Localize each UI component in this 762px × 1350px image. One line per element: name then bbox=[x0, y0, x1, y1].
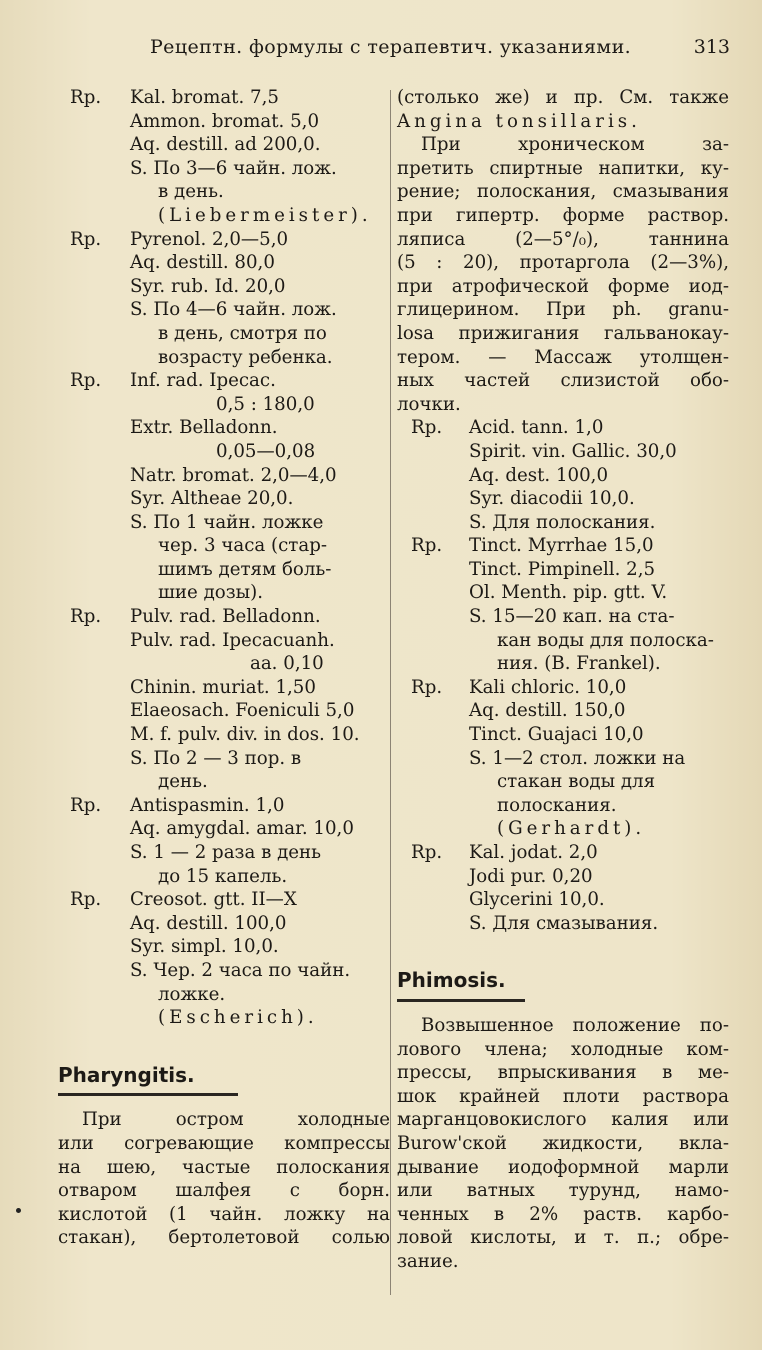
recipe-line: Chinin. muriat. 1,50 bbox=[130, 676, 316, 698]
recipe-line: 0,05—0,08 bbox=[216, 440, 316, 462]
recipe-line: S. По 2 — 3 пор. в bbox=[130, 747, 302, 769]
recipe-line: Pulv. rad. Belladonn. bbox=[130, 606, 321, 628]
text-line: Angina tonsillaris. bbox=[397, 110, 641, 132]
rp-label: Rp. bbox=[70, 889, 102, 911]
text-line: или согревающие компрессы bbox=[58, 1132, 390, 1154]
text-line: прессы, впрыскивания в ме- bbox=[397, 1062, 729, 1084]
recipe-line: Aq. destill. 100,0 bbox=[130, 912, 287, 934]
text-line: дывание иодоформной марли bbox=[397, 1156, 729, 1178]
author-citation: (Escherich). bbox=[158, 1007, 318, 1029]
text-line: Burow'ской жидкости, вкла- bbox=[397, 1132, 729, 1154]
text-line: шок крайней плоти раствора bbox=[397, 1085, 729, 1107]
text-line: при гипертр. форме раствор. bbox=[397, 204, 729, 226]
text-line: ченных в 2% раств. карбо- bbox=[397, 1203, 729, 1225]
recipe-line: S. Для полоскания. bbox=[469, 511, 656, 533]
recipe-line: Aq. destill. ad 200,0. bbox=[130, 134, 321, 156]
text-line: Возвышенное положение по- bbox=[421, 1014, 729, 1036]
recipe-line: Aq. destill. 80,0 bbox=[130, 252, 275, 274]
header-title: Рецептн. формулы с терапевтич. указаниями. bbox=[150, 36, 632, 58]
recipe-line: S. По 3—6 чайн. лож. bbox=[130, 157, 337, 179]
author-citation: (Liebermeister). bbox=[158, 204, 372, 226]
recipe-line: Spirit. vin. Gallic. 30,0 bbox=[469, 440, 677, 462]
recipe-line: S. По 4—6 чайн. лож. bbox=[130, 299, 337, 321]
text-line: (5 : 20), протаргола (2—3%), bbox=[397, 252, 729, 274]
recipe-line: S. Чер. 2 часа по чайн. bbox=[130, 959, 351, 981]
author-citation: (Gerhardt). bbox=[497, 818, 646, 840]
recipe-line: Tinct. Pimpinell. 2,5 bbox=[469, 558, 656, 580]
recipe-line: Creosot. gtt. II—X bbox=[130, 889, 297, 911]
text-line: при атрофической форме иод- bbox=[397, 275, 729, 297]
paragraph bbox=[397, 1014, 729, 1274]
recipe-line: M. f. pulv. div. in dos. 10. bbox=[130, 724, 360, 746]
text-line: стакан), бертолетовой солью bbox=[58, 1227, 390, 1249]
rp-label: Rp. bbox=[411, 417, 443, 439]
recipe-line: ложке. bbox=[158, 983, 226, 1005]
recipe-block bbox=[58, 86, 390, 228]
text-line: При остром холодные bbox=[82, 1109, 390, 1131]
recipe-line: Syr. rub. Id. 20,0 bbox=[130, 275, 286, 297]
recipe-line: S. 1—2 стол. ложки на bbox=[469, 747, 686, 769]
text-line: тером. — Массаж утолщен- bbox=[397, 346, 729, 368]
paragraph bbox=[397, 86, 729, 416]
recipe-line: Aq. destill. 150,0 bbox=[469, 700, 626, 722]
section-underline bbox=[397, 999, 525, 1002]
recipe-line: Kal. bromat. 7,5 bbox=[130, 87, 279, 108]
recipe-block bbox=[58, 888, 390, 1030]
recipe-line: ния. (B. Frankel). bbox=[497, 653, 661, 675]
recipe-line: Acid. tann. 1,0 bbox=[469, 417, 604, 439]
text-line: ляписа (2—5°/₀), таннина bbox=[397, 228, 729, 250]
recipe-block bbox=[58, 794, 390, 888]
recipe-block bbox=[58, 228, 390, 370]
rp-label: Rp. bbox=[70, 370, 102, 392]
text-line: глицерином. При ph. granu- bbox=[397, 299, 729, 321]
text-line: losa прижигания гальванокау- bbox=[397, 322, 729, 344]
recipe-line: возрасту ребенка. bbox=[158, 346, 333, 368]
paragraph bbox=[58, 1108, 390, 1250]
recipe-line: Ol. Menth. pip. gtt. V. bbox=[469, 582, 668, 604]
text-line: (столько же) и пр. См. также bbox=[397, 87, 729, 108]
recipe-line: стакан воды для bbox=[497, 771, 656, 793]
recipe-block bbox=[58, 369, 390, 605]
recipe-line: день. bbox=[158, 771, 208, 793]
recipe-line: Syr. simpl. 10,0. bbox=[130, 936, 279, 958]
recipe-line: Jodi pur. 0,20 bbox=[469, 865, 593, 887]
rp-label: Rp. bbox=[411, 842, 443, 863]
recipe-line: 0,5 : 180,0 bbox=[216, 393, 315, 415]
rp-label: Rp. bbox=[70, 606, 102, 628]
recipe-line: Inf. rad. Ipecac. bbox=[130, 370, 276, 392]
recipe-line: Syr. diacodii 10,0. bbox=[469, 488, 635, 510]
recipe-line: Aq. dest. 100,0 bbox=[469, 464, 609, 486]
recipe-line: Natr. bromat. 2,0—4,0 bbox=[130, 464, 337, 486]
rp-label: Rp. bbox=[70, 794, 102, 816]
text-line: кислотой (1 чайн. ложку на bbox=[58, 1203, 390, 1225]
section-heading-phimosis: Phimosis. bbox=[397, 968, 506, 993]
recipe-line: Extr. Belladonn. bbox=[130, 417, 278, 439]
text-line: ных частей слизистой обо- bbox=[397, 370, 729, 392]
recipe-line: кан воды для полоска- bbox=[497, 629, 714, 651]
recipe-line: Tinct. Myrrhae 15,0 bbox=[469, 535, 654, 557]
recipe-line: Elaeosach. Foeniculi 5,0 bbox=[130, 700, 355, 722]
recipe-line: шие дозы). bbox=[158, 582, 263, 604]
recipe-line: Kal. jodat. 2,0 bbox=[469, 842, 598, 863]
text-line: При хроническом за- bbox=[421, 134, 729, 156]
rp-label: Rp. bbox=[70, 228, 102, 250]
recipe-line: Antispasmin. 1,0 bbox=[130, 794, 285, 816]
column-divider bbox=[390, 90, 391, 1295]
text-line: на шею, частые полоскания bbox=[58, 1156, 390, 1178]
rp-label: Rp. bbox=[411, 676, 443, 698]
text-line: претить спиртные напитки, ку- bbox=[397, 157, 729, 179]
recipe-line: Pyrenol. 2,0—5,0 bbox=[130, 228, 289, 250]
page-number: 313 bbox=[693, 36, 730, 58]
recipe-line: Pulv. rad. Ipecacuanh. bbox=[130, 629, 335, 651]
recipe-block bbox=[397, 416, 729, 534]
text-line: марганцовокислого калия или bbox=[397, 1109, 729, 1131]
section-heading-pharyngitis: Pharyngitis. bbox=[58, 1062, 195, 1087]
recipe-line: Syr. Altheae 20,0. bbox=[130, 488, 294, 510]
recipe-line: Tinct. Guajaci 10,0 bbox=[469, 724, 644, 746]
section-underline bbox=[58, 1093, 238, 1096]
recipe-line: S. 15—20 кап. на ста- bbox=[469, 606, 675, 628]
recipe-line: Aq. amygdal. amar. 10,0 bbox=[130, 818, 354, 840]
recipe-line: S. Для смазывания. bbox=[469, 912, 659, 934]
recipe-line: Glycerini 10,0. bbox=[469, 889, 605, 911]
text-line: или ватных турунд, намо- bbox=[397, 1180, 729, 1202]
recipe-line: до 15 капель. bbox=[158, 865, 288, 887]
rp-label: Rp. bbox=[70, 87, 102, 108]
rp-label: Rp. bbox=[411, 535, 443, 557]
recipe-block bbox=[397, 841, 729, 935]
recipe-line: aa. 0,10 bbox=[250, 653, 324, 675]
recipe-line: чер. 3 часа (стар- bbox=[158, 535, 327, 557]
left-column bbox=[58, 86, 390, 1250]
running-header bbox=[150, 36, 740, 66]
recipe-line: S. 1 — 2 раза в день bbox=[130, 842, 322, 863]
right-column bbox=[397, 86, 729, 1274]
recipe-line: Ammon. bromat. 5,0 bbox=[130, 110, 320, 132]
recipe-block bbox=[397, 534, 729, 676]
speck bbox=[16, 1208, 21, 1213]
recipe-line: S. По 1 чайн. ложке bbox=[130, 511, 324, 533]
recipe-line: в день, смотря по bbox=[158, 322, 327, 344]
recipe-block bbox=[58, 605, 390, 794]
recipe-line: полоскания. bbox=[497, 794, 617, 816]
text-line: отваром шалфея с борн. bbox=[58, 1180, 390, 1202]
text-line: зание. bbox=[397, 1250, 459, 1272]
recipe-line: Kali chloric. 10,0 bbox=[469, 676, 627, 698]
text-line: ловой кислоты, и т. п.; обре- bbox=[397, 1227, 729, 1249]
text-line: лового члена; холодные ком- bbox=[397, 1038, 729, 1060]
recipe-line: шимъ детям боль- bbox=[158, 558, 332, 580]
text-line: рение; полоскания, смазывания bbox=[397, 181, 729, 203]
recipe-block bbox=[397, 676, 729, 841]
recipe-line: в день. bbox=[158, 181, 224, 203]
text-line: лочки. bbox=[397, 393, 461, 415]
